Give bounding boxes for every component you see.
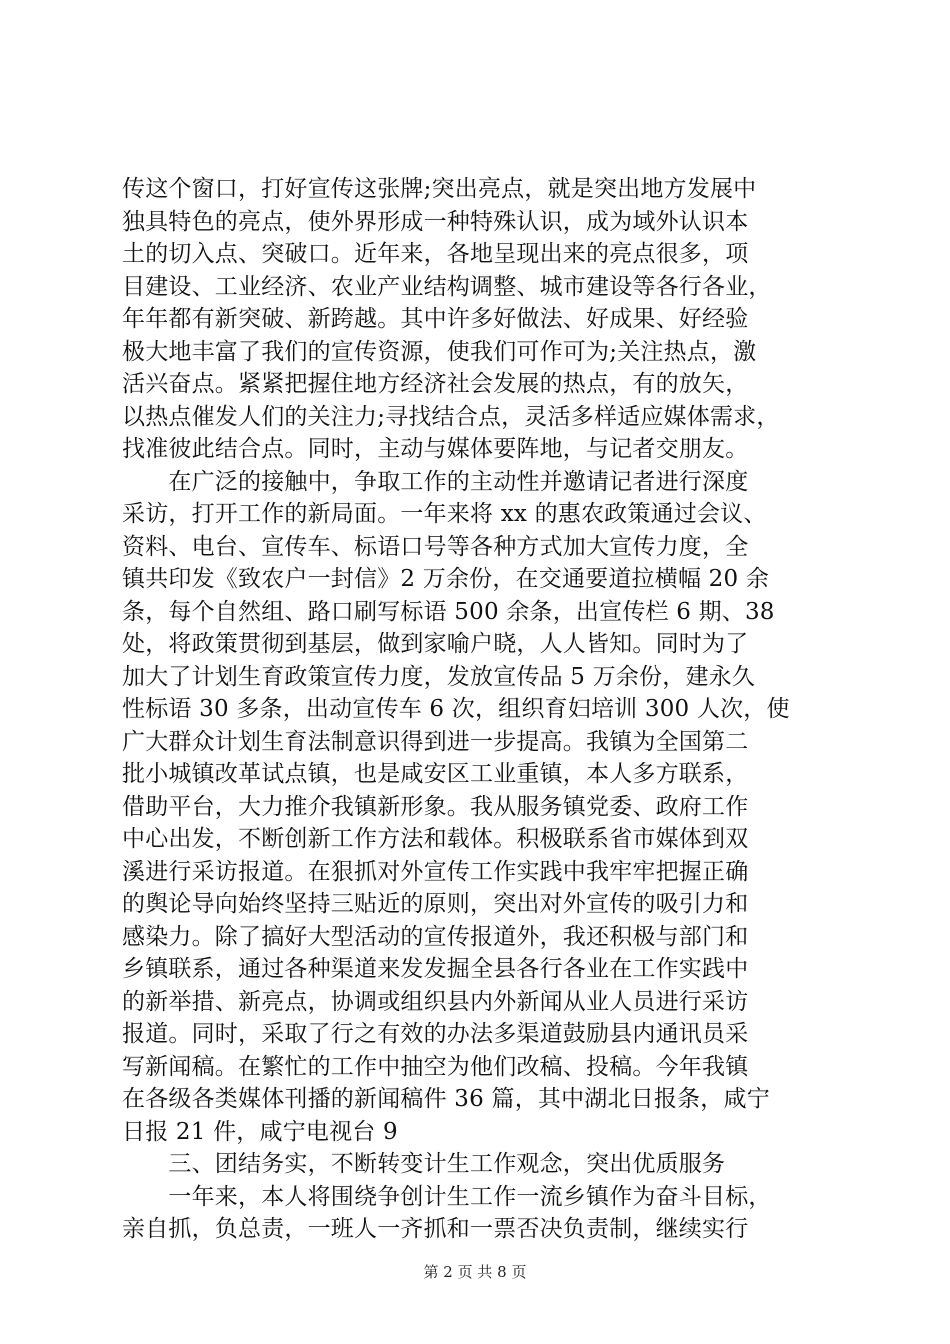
text-line: 活兴奋点。紧紧把握住地方经济社会发展的热点，有的放矢， — [122, 371, 749, 397]
text-line: 传这个窗口，打好宣传这张牌;突出亮点，就是突出地方发展中 — [122, 176, 757, 202]
text-line: 以热点催发人们的关注力;寻找结合点，灵活多样适应媒体需求， — [122, 403, 780, 430]
text-line: 中心出发，不断创新工作方法和载体。积极联系省市媒体到双 — [122, 826, 749, 852]
text-line: 广大群众计划生育法制意识得到进一步提高。我镇为全国第二 — [122, 728, 749, 755]
text-line: 加大了计划生育政策宣传力度，发放宣传品 5 万余份，建永久 — [122, 663, 756, 690]
text-line: 目建设、工业经济、农业产业结构调整、城市建设等各行各业， — [122, 273, 772, 300]
text-line: 独具特色的亮点，使外界形成一种特殊认识，成为域外认识本 — [122, 208, 749, 235]
text-line: 性标语 30 多条，出动宣传车 6 次，组织育妇培训 300 人次，使 — [122, 696, 790, 722]
text-line: 日报 21 件，咸宁电视台 9 — [122, 1118, 398, 1145]
text-line: 写新闻稿。在繁忙的工作中抽空为他们改稿、投稿。今年我镇 — [122, 1053, 749, 1080]
text-line: 乡镇联系，通过各种渠道来发发掘全县各行各业在工作实践中 — [122, 956, 749, 982]
text-line: 找准彼此结合点。同时，主动与媒体要阵地，与记者交朋友。 — [122, 436, 749, 462]
text-line: 报道。同时，采取了行之有效的办法多渠道鼓励县内通讯员采 — [122, 1021, 749, 1047]
text-line: 批小城镇改革试点镇，也是咸安区工业重镇，本人多方联系， — [122, 761, 749, 787]
text-line: 在各级各类媒体刊播的新闻稿件 36 篇，其中湖北日报条，咸宁 — [122, 1086, 770, 1112]
text-line: 一年来，本人将围绕争创计生工作一流乡镇作为奋斗目标， — [122, 1183, 772, 1210]
page-footer: 第 2 页 共 8 页 — [423, 1263, 527, 1281]
text-line: 土的切入点、突破口。近年来，各地呈现出来的亮点很多，项 — [122, 241, 749, 267]
text-line: 采访，打开工作的新局面。一年来将 xx 的惠农政策通过会议、 — [122, 501, 767, 527]
text-line: 年年都有新突破、新跨越。其中许多好做法、好成果、好经验 — [122, 306, 749, 332]
text-line: 的舆论导向始终坚持三贴近的原则，突出对外宣传的吸引力和 — [122, 891, 749, 917]
text-line: 极大地丰富了我们的宣传资源，使我们可作可为;关注热点，激 — [122, 338, 757, 365]
text-line: 三、团结务实，不断转变计生工作观念，突出优质服务 — [122, 1151, 726, 1177]
text-line: 处，将政策贯彻到基层，做到家喻户晓，人人皆知。同时为了 — [122, 631, 749, 657]
text-line: 感染力。除了搞好大型活动的宣传报道外，我还积极与部门和 — [122, 923, 749, 950]
text-line: 亲自抓，负总责，一班人一齐抓和一票否决负责制，继续实行 — [122, 1216, 749, 1242]
text-line: 借助平台，大力推介我镇新形象。我从服务镇党委、政府工作 — [122, 793, 749, 820]
text-line: 资料、电台、宣传车、标语口号等各种方式加大宣传力度，全 — [122, 533, 749, 560]
text-line: 溪进行采访报道。在狠抓对外宣传工作实践中我牢牢把握正确 — [122, 858, 749, 885]
body-text — [122, 173, 834, 1246]
text-line: 镇共印发《致农户一封信》2 万余份，在交通要道拉横幅 20 余 — [122, 566, 770, 592]
text-line: 条，每个自然组、路口刷写标语 500 余条，出宣传栏 6 期、38 — [122, 598, 775, 625]
text-line: 在广泛的接触中，争取工作的主动性并邀请记者进行深度 — [122, 468, 749, 495]
text-line: 的新举措、新亮点，协调或组织县内外新闻从业人员进行采访 — [122, 988, 749, 1015]
